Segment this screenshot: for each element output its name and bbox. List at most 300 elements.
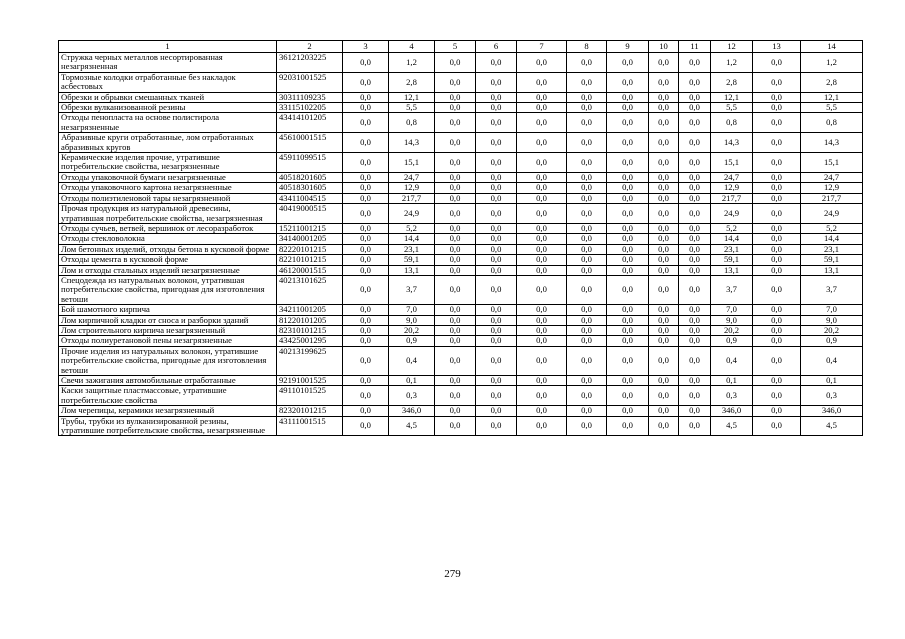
value-cell: 0,0 xyxy=(435,92,476,102)
value-cell: 0,0 xyxy=(476,275,517,304)
value-cell: 0,0 xyxy=(476,416,517,436)
waste-name-cell: Лом строительного кирпича незагрязненный xyxy=(59,325,277,335)
value-cell: 0,0 xyxy=(567,315,607,325)
value-cell: 0,0 xyxy=(679,72,711,92)
waste-code-cell: 45610001515 xyxy=(277,133,343,153)
value-cell: 0,0 xyxy=(435,265,476,275)
value-cell: 0,0 xyxy=(435,336,476,346)
value-cell: 0,0 xyxy=(567,103,607,113)
value-cell: 0,0 xyxy=(343,72,389,92)
waste-name-cell: Отходы полиуретановой пены незагрязненные xyxy=(59,336,277,346)
value-cell: 0,0 xyxy=(343,92,389,102)
value-cell: 12,1 xyxy=(711,92,753,102)
table-row xyxy=(59,92,863,102)
value-cell: 0,0 xyxy=(567,406,607,416)
table-row xyxy=(59,376,863,386)
value-cell: 0,9 xyxy=(801,336,863,346)
value-cell: 0,0 xyxy=(517,113,567,133)
value-cell: 1,2 xyxy=(389,53,435,73)
value-cell: 0,0 xyxy=(517,153,567,173)
value-cell: 0,0 xyxy=(567,92,607,102)
value-cell: 0,0 xyxy=(476,406,517,416)
value-cell: 0,3 xyxy=(711,386,753,406)
value-cell: 14,4 xyxy=(389,234,435,244)
value-cell: 2,8 xyxy=(711,72,753,92)
value-cell: 0,0 xyxy=(343,416,389,436)
value-cell: 0,0 xyxy=(679,255,711,265)
value-cell: 0,0 xyxy=(517,223,567,233)
value-cell: 3,7 xyxy=(389,275,435,304)
waste-name-cell: Свечи зажигания автомобильные отработанные xyxy=(59,376,277,386)
column-number: 11 xyxy=(679,41,711,53)
value-cell: 0,0 xyxy=(343,376,389,386)
waste-name-cell: Обрезки вулканизованной резины xyxy=(59,103,277,113)
value-cell: 0,0 xyxy=(679,305,711,315)
value-cell: 0,0 xyxy=(649,416,679,436)
table-row xyxy=(59,193,863,203)
waste-name-cell: Прочие изделия из натуральных волокон, утратившие потребительские свойства, пригодные для изготовления ветоши xyxy=(59,346,277,375)
column-number: 1 xyxy=(59,41,277,53)
value-cell: 0,0 xyxy=(607,153,649,173)
value-cell: 14,4 xyxy=(711,234,753,244)
waste-code-cell: 40518201605 xyxy=(277,172,343,182)
value-cell: 0,0 xyxy=(476,113,517,133)
waste-code-cell: 92031001525 xyxy=(277,72,343,92)
waste-name-cell: Спецодежда из натуральных волокон, утратившая потребительские свойства, пригодная для изготовления ветоши xyxy=(59,275,277,304)
waste-name-cell: Отходы сучьев, ветвей, вершинок от лесоразработок xyxy=(59,223,277,233)
value-cell: 15,1 xyxy=(711,153,753,173)
value-cell: 0,0 xyxy=(435,315,476,325)
waste-name-cell: Трубы, трубки из вулканизированной резины, утратившие потребительские свойства, незагрязненные xyxy=(59,416,277,436)
value-cell: 0,0 xyxy=(476,325,517,335)
value-cell: 0,0 xyxy=(476,72,517,92)
value-cell: 0,0 xyxy=(679,133,711,153)
value-cell: 0,0 xyxy=(435,183,476,193)
value-cell: 0,0 xyxy=(649,183,679,193)
value-cell: 0,0 xyxy=(435,325,476,335)
value-cell: 0,0 xyxy=(476,204,517,224)
value-cell: 0,0 xyxy=(435,133,476,153)
table-row xyxy=(59,315,863,325)
value-cell: 12,1 xyxy=(801,92,863,102)
value-cell: 0,0 xyxy=(567,336,607,346)
value-cell: 7,0 xyxy=(711,305,753,315)
value-cell: 0,0 xyxy=(567,386,607,406)
waste-name-cell: Отходы пенопласта на основе полистирола незагрязненные xyxy=(59,113,277,133)
waste-name-cell: Отходы полиэтиленовой тары незагрязненной xyxy=(59,193,277,203)
value-cell: 0,0 xyxy=(476,315,517,325)
value-cell: 3,7 xyxy=(801,275,863,304)
waste-name-cell: Лом черепицы, керамики незагрязненный xyxy=(59,406,277,416)
table-row xyxy=(59,325,863,335)
value-cell: 0,0 xyxy=(567,265,607,275)
value-cell: 0,8 xyxy=(711,113,753,133)
waste-name-cell: Отходы цемента в кусковой форме xyxy=(59,255,277,265)
waste-code-cell: 81220101205 xyxy=(277,315,343,325)
value-cell: 5,2 xyxy=(711,223,753,233)
value-cell: 0,0 xyxy=(476,92,517,102)
value-cell: 0,0 xyxy=(649,386,679,406)
value-cell: 0,0 xyxy=(607,72,649,92)
waste-name-cell: Стружка черных металлов несортированная незагрязненная xyxy=(59,53,277,73)
value-cell: 0,0 xyxy=(343,265,389,275)
value-cell: 0,0 xyxy=(607,92,649,102)
value-cell: 59,1 xyxy=(389,255,435,265)
value-cell: 0,0 xyxy=(343,183,389,193)
value-cell: 0,0 xyxy=(679,346,711,375)
value-cell: 14,4 xyxy=(801,234,863,244)
value-cell: 0,0 xyxy=(753,234,801,244)
value-cell: 0,0 xyxy=(679,92,711,102)
value-cell: 0,0 xyxy=(517,275,567,304)
waste-code-cell: 82320101215 xyxy=(277,406,343,416)
value-cell: 0,0 xyxy=(679,153,711,173)
value-cell: 0,0 xyxy=(649,113,679,133)
value-cell: 24,7 xyxy=(389,172,435,182)
value-cell: 0,0 xyxy=(607,346,649,375)
value-cell: 14,3 xyxy=(389,133,435,153)
value-cell: 0,0 xyxy=(435,193,476,203)
column-number: 4 xyxy=(389,41,435,53)
value-cell: 0,0 xyxy=(753,305,801,315)
value-cell: 0,0 xyxy=(476,376,517,386)
waste-code-cell: 46120001515 xyxy=(277,265,343,275)
value-cell: 0,0 xyxy=(679,183,711,193)
table-row xyxy=(59,204,863,224)
column-number: 12 xyxy=(711,41,753,53)
value-cell: 0,0 xyxy=(679,113,711,133)
waste-code-cell: 34140001205 xyxy=(277,234,343,244)
value-cell: 0,0 xyxy=(753,204,801,224)
column-number: 5 xyxy=(435,41,476,53)
value-cell: 13,1 xyxy=(801,265,863,275)
value-cell: 0,0 xyxy=(649,53,679,73)
value-cell: 0,0 xyxy=(435,72,476,92)
value-cell: 0,0 xyxy=(607,386,649,406)
value-cell: 0,0 xyxy=(476,103,517,113)
value-cell: 7,0 xyxy=(389,305,435,315)
table-row xyxy=(59,305,863,315)
value-cell: 0,0 xyxy=(476,172,517,182)
value-cell: 0,0 xyxy=(435,275,476,304)
value-cell: 0,9 xyxy=(389,336,435,346)
value-cell: 0,0 xyxy=(476,193,517,203)
value-cell: 0,0 xyxy=(649,265,679,275)
value-cell: 0,0 xyxy=(435,305,476,315)
value-cell: 0,0 xyxy=(476,255,517,265)
value-cell: 20,2 xyxy=(389,325,435,335)
table-row xyxy=(59,234,863,244)
value-cell: 0,3 xyxy=(801,386,863,406)
value-cell: 0,0 xyxy=(567,255,607,265)
value-cell: 0,0 xyxy=(517,346,567,375)
value-cell: 0,0 xyxy=(343,305,389,315)
column-number: 10 xyxy=(649,41,679,53)
value-cell: 0,4 xyxy=(389,346,435,375)
value-cell: 12,1 xyxy=(389,92,435,102)
value-cell: 0,0 xyxy=(607,305,649,315)
value-cell: 0,0 xyxy=(343,255,389,265)
value-cell: 0,0 xyxy=(517,386,567,406)
value-cell: 0,0 xyxy=(567,204,607,224)
value-cell: 0,0 xyxy=(435,376,476,386)
value-cell: 0,0 xyxy=(435,346,476,375)
value-cell: 0,0 xyxy=(517,244,567,254)
value-cell: 0,0 xyxy=(435,386,476,406)
value-cell: 0,0 xyxy=(567,72,607,92)
value-cell: 12,9 xyxy=(801,183,863,193)
value-cell: 59,1 xyxy=(711,255,753,265)
value-cell: 0,0 xyxy=(343,204,389,224)
value-cell: 0,0 xyxy=(435,103,476,113)
value-cell: 0,0 xyxy=(567,113,607,133)
value-cell: 12,9 xyxy=(389,183,435,193)
value-cell: 0,0 xyxy=(435,53,476,73)
value-cell: 0,0 xyxy=(476,53,517,73)
table-row xyxy=(59,172,863,182)
value-cell: 217,7 xyxy=(801,193,863,203)
value-cell: 0,0 xyxy=(649,193,679,203)
value-cell: 0,0 xyxy=(753,386,801,406)
value-cell: 0,0 xyxy=(476,183,517,193)
value-cell: 14,3 xyxy=(711,133,753,153)
value-cell: 0,0 xyxy=(343,325,389,335)
value-cell: 24,7 xyxy=(801,172,863,182)
table-row xyxy=(59,133,863,153)
waste-name-cell: Прочая продукция из натуральной древесины, утратившая потребительские свойства, незагрязненная xyxy=(59,204,277,224)
value-cell: 0,0 xyxy=(517,336,567,346)
waste-code-cell: 36121203225 xyxy=(277,53,343,73)
value-cell: 0,0 xyxy=(567,153,607,173)
value-cell: 0,0 xyxy=(607,103,649,113)
value-cell: 0,0 xyxy=(679,244,711,254)
value-cell: 0,0 xyxy=(476,234,517,244)
value-cell: 0,0 xyxy=(753,406,801,416)
value-cell: 12,9 xyxy=(711,183,753,193)
value-cell: 0,0 xyxy=(607,113,649,133)
value-cell: 9,0 xyxy=(389,315,435,325)
value-cell: 0,0 xyxy=(607,376,649,386)
table-row xyxy=(59,416,863,436)
value-cell: 0,0 xyxy=(567,325,607,335)
value-cell: 0,0 xyxy=(679,386,711,406)
value-cell: 13,1 xyxy=(711,265,753,275)
table-row xyxy=(59,183,863,193)
value-cell: 0,0 xyxy=(435,255,476,265)
value-cell: 0,0 xyxy=(343,346,389,375)
value-cell: 0,0 xyxy=(567,416,607,436)
value-cell: 0,0 xyxy=(607,416,649,436)
value-cell: 15,1 xyxy=(801,153,863,173)
waste-code-cell: 33115102205 xyxy=(277,103,343,113)
value-cell: 0,0 xyxy=(567,183,607,193)
value-cell: 0,0 xyxy=(476,244,517,254)
value-cell: 2,8 xyxy=(389,72,435,92)
value-cell: 0,0 xyxy=(517,193,567,203)
value-cell: 0,0 xyxy=(607,223,649,233)
value-cell: 5,5 xyxy=(711,103,753,113)
value-cell: 0,0 xyxy=(753,416,801,436)
column-number: 2 xyxy=(277,41,343,53)
value-cell: 24,9 xyxy=(801,204,863,224)
value-cell: 0,0 xyxy=(343,244,389,254)
value-cell: 0,0 xyxy=(435,234,476,244)
value-cell: 0,0 xyxy=(679,265,711,275)
value-cell: 0,0 xyxy=(607,315,649,325)
column-number: 8 xyxy=(567,41,607,53)
table-row xyxy=(59,406,863,416)
value-cell: 24,9 xyxy=(389,204,435,224)
value-cell: 346,0 xyxy=(389,406,435,416)
waste-code-cell: 43414101205 xyxy=(277,113,343,133)
value-cell: 0,0 xyxy=(607,234,649,244)
table-row xyxy=(59,53,863,73)
value-cell: 0,0 xyxy=(649,255,679,265)
value-cell: 0,0 xyxy=(343,103,389,113)
table-row xyxy=(59,153,863,173)
waste-name-cell: Обрезки и обрывки смешанных тканей xyxy=(59,92,277,102)
value-cell: 0,4 xyxy=(801,346,863,375)
waste-name-cell: Абразивные круги отработанные, лом отработанных абразивных кругов xyxy=(59,133,277,153)
table-row xyxy=(59,336,863,346)
value-cell: 0,0 xyxy=(343,315,389,325)
value-cell: 1,2 xyxy=(711,53,753,73)
value-cell: 0,0 xyxy=(679,275,711,304)
value-cell: 0,0 xyxy=(607,265,649,275)
value-cell: 0,0 xyxy=(567,172,607,182)
value-cell: 0,0 xyxy=(567,193,607,203)
value-cell: 0,0 xyxy=(343,193,389,203)
table-row xyxy=(59,255,863,265)
value-cell: 0,0 xyxy=(753,92,801,102)
value-cell: 0,0 xyxy=(607,336,649,346)
value-cell: 13,1 xyxy=(389,265,435,275)
value-cell: 5,5 xyxy=(801,103,863,113)
value-cell: 0,0 xyxy=(567,234,607,244)
value-cell: 0,0 xyxy=(753,265,801,275)
waste-code-cell: 40518301605 xyxy=(277,183,343,193)
column-number: 9 xyxy=(607,41,649,53)
table-row xyxy=(59,72,863,92)
column-number: 14 xyxy=(801,41,863,53)
value-cell: 0,0 xyxy=(649,336,679,346)
waste-table xyxy=(58,40,863,436)
value-cell: 0,0 xyxy=(517,376,567,386)
column-number: 6 xyxy=(476,41,517,53)
value-cell: 2,8 xyxy=(801,72,863,92)
value-cell: 0,4 xyxy=(711,346,753,375)
value-cell: 0,0 xyxy=(753,315,801,325)
table-row xyxy=(59,346,863,375)
table-row xyxy=(59,386,863,406)
value-cell: 0,0 xyxy=(343,133,389,153)
value-cell: 23,1 xyxy=(389,244,435,254)
value-cell: 0,0 xyxy=(753,275,801,304)
value-cell: 0,0 xyxy=(607,244,649,254)
value-cell: 0,0 xyxy=(753,133,801,153)
value-cell: 15,1 xyxy=(389,153,435,173)
value-cell: 0,0 xyxy=(435,172,476,182)
waste-name-cell: Тормозные колодки отработанные без накладок асбестовых xyxy=(59,72,277,92)
value-cell: 0,0 xyxy=(517,72,567,92)
value-cell: 0,0 xyxy=(753,103,801,113)
value-cell: 0,0 xyxy=(649,72,679,92)
value-cell: 0,0 xyxy=(679,53,711,73)
value-cell: 0,0 xyxy=(649,172,679,182)
waste-code-cell: 40213101625 xyxy=(277,275,343,304)
waste-code-cell: 82210101215 xyxy=(277,255,343,265)
value-cell: 0,0 xyxy=(517,416,567,436)
value-cell: 4,5 xyxy=(711,416,753,436)
table-row xyxy=(59,244,863,254)
value-cell: 0,0 xyxy=(753,346,801,375)
value-cell: 0,1 xyxy=(801,376,863,386)
value-cell: 0,0 xyxy=(435,223,476,233)
value-cell: 0,0 xyxy=(476,223,517,233)
value-cell: 0,0 xyxy=(753,113,801,133)
waste-code-cell: 43111001515 xyxy=(277,416,343,436)
value-cell: 0,0 xyxy=(753,325,801,335)
value-cell: 0,0 xyxy=(649,346,679,375)
value-cell: 0,0 xyxy=(517,133,567,153)
value-cell: 0,0 xyxy=(649,325,679,335)
value-cell: 0,0 xyxy=(753,193,801,203)
value-cell: 0,0 xyxy=(607,193,649,203)
waste-code-cell: 40213199625 xyxy=(277,346,343,375)
column-number-row xyxy=(59,41,863,53)
value-cell: 5,5 xyxy=(389,103,435,113)
value-cell: 0,0 xyxy=(649,103,679,113)
value-cell: 20,2 xyxy=(711,325,753,335)
value-cell: 23,1 xyxy=(801,244,863,254)
waste-code-cell: 40419000515 xyxy=(277,204,343,224)
column-number: 13 xyxy=(753,41,801,53)
value-cell: 0,0 xyxy=(476,336,517,346)
value-cell: 0,0 xyxy=(753,183,801,193)
waste-code-cell: 82220101215 xyxy=(277,244,343,254)
value-cell: 0,0 xyxy=(343,223,389,233)
value-cell: 0,0 xyxy=(517,92,567,102)
value-cell: 0,0 xyxy=(343,172,389,182)
value-cell: 0,0 xyxy=(607,133,649,153)
value-cell: 0,0 xyxy=(517,53,567,73)
value-cell: 0,0 xyxy=(649,305,679,315)
value-cell: 59,1 xyxy=(801,255,863,265)
value-cell: 0,0 xyxy=(567,244,607,254)
waste-code-cell: 15211001215 xyxy=(277,223,343,233)
value-cell: 0,0 xyxy=(476,265,517,275)
waste-name-cell: Лом бетонных изделий, отходы бетона в кусковой форме xyxy=(59,244,277,254)
value-cell: 0,0 xyxy=(343,53,389,73)
value-cell: 346,0 xyxy=(801,406,863,416)
waste-name-cell: Каски защитные пластмассовые, утратившие потребительские свойства xyxy=(59,386,277,406)
value-cell: 20,2 xyxy=(801,325,863,335)
column-number: 7 xyxy=(517,41,567,53)
value-cell: 0,8 xyxy=(801,113,863,133)
value-cell: 0,0 xyxy=(649,376,679,386)
value-cell: 0,0 xyxy=(679,376,711,386)
value-cell: 0,0 xyxy=(435,153,476,173)
value-cell: 0,0 xyxy=(517,406,567,416)
value-cell: 0,0 xyxy=(679,193,711,203)
value-cell: 0,0 xyxy=(753,244,801,254)
value-cell: 0,0 xyxy=(607,172,649,182)
value-cell: 0,0 xyxy=(753,172,801,182)
value-cell: 0,0 xyxy=(567,346,607,375)
value-cell: 0,0 xyxy=(607,53,649,73)
value-cell: 0,0 xyxy=(567,53,607,73)
value-cell: 0,0 xyxy=(567,376,607,386)
